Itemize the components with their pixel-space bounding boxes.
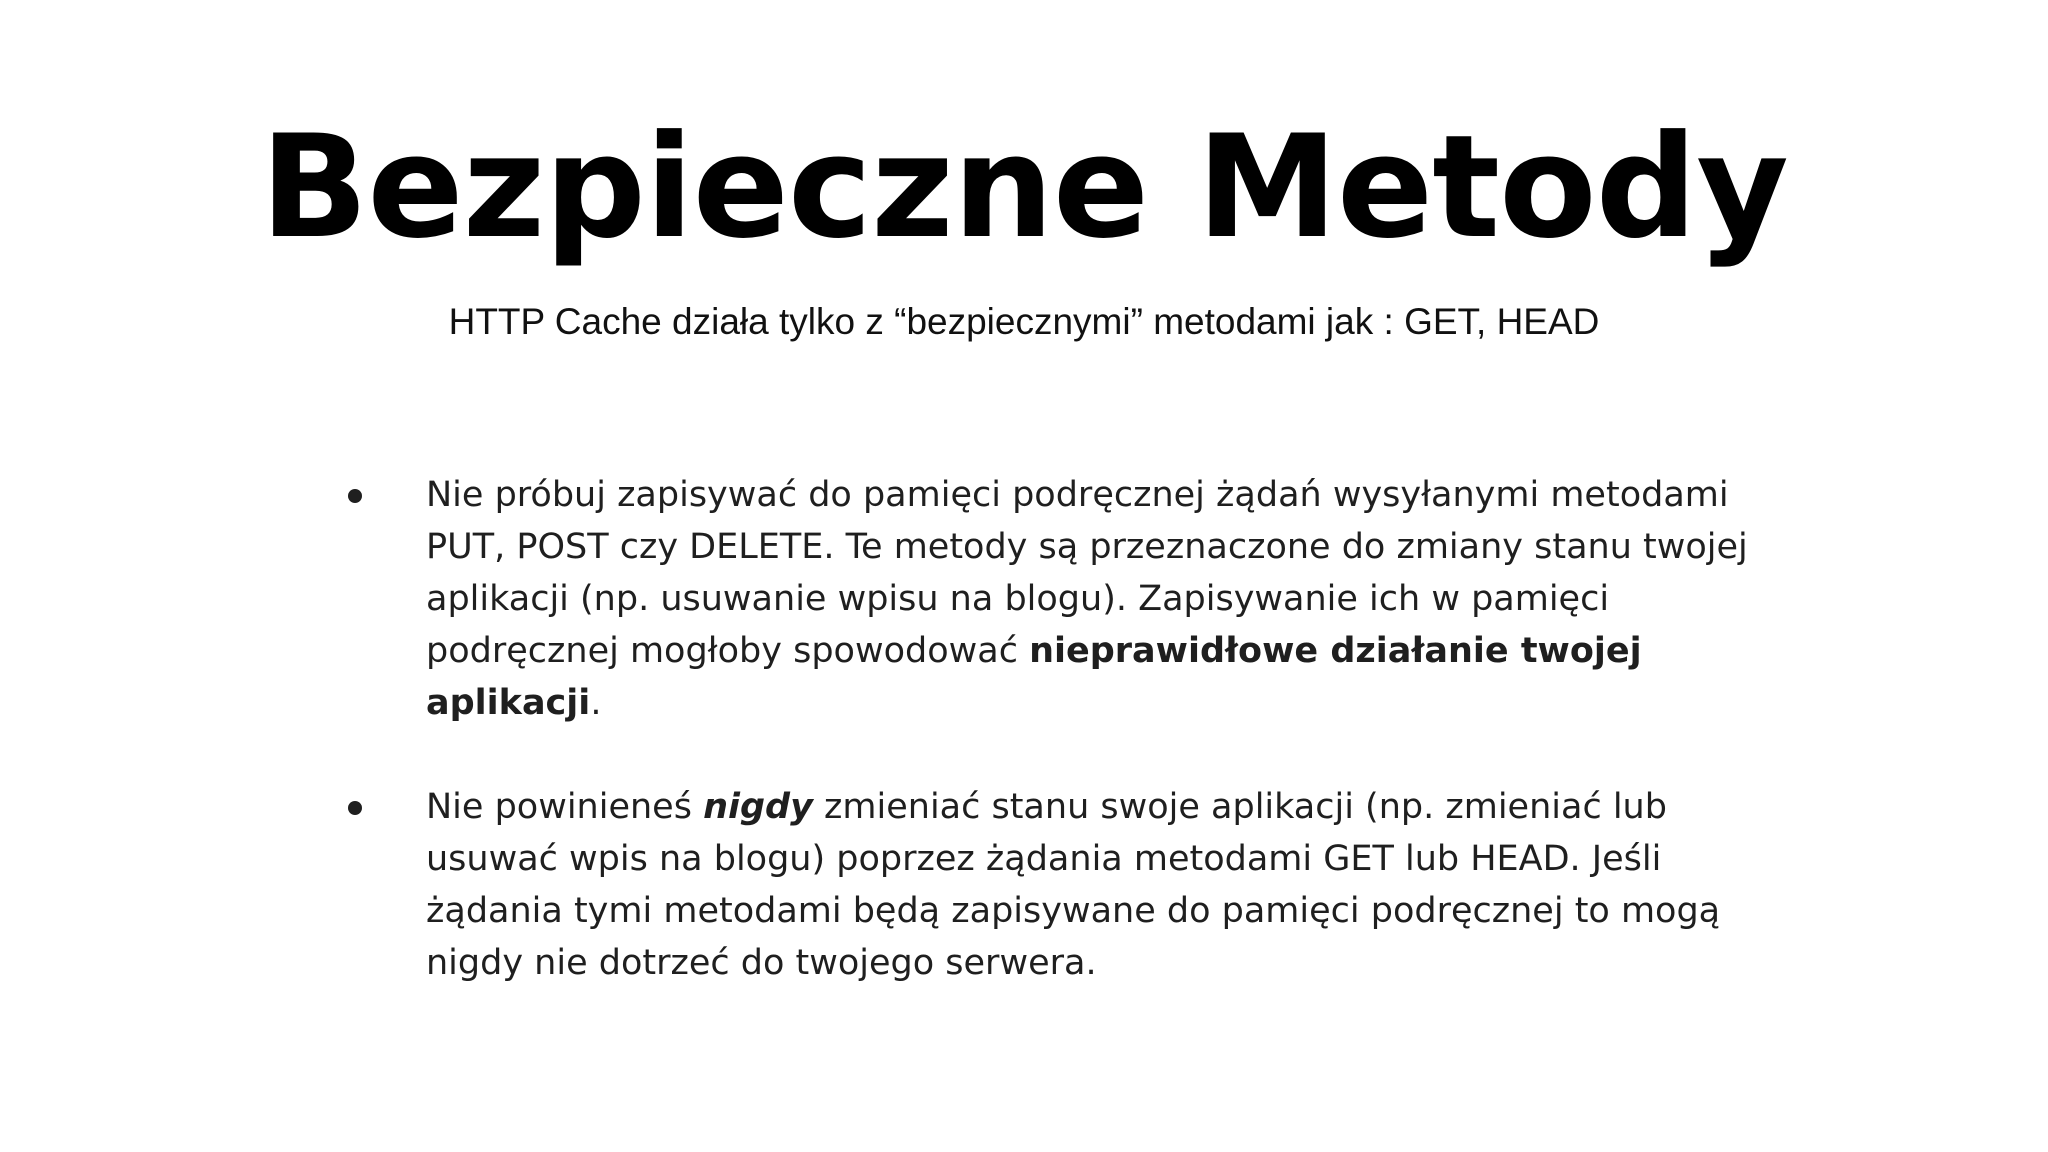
slide-title: Bezpieczne Metody	[260, 105, 1788, 270]
bullet-item-cache-unsafe-methods	[348, 469, 1908, 729]
bullet-text-line	[426, 625, 1908, 677]
bullet-text: zmieniać stanu swoje aplikacji (np. zmieniać lub	[812, 787, 1667, 827]
bullet-text: podręcznej mogłoby spowodować	[426, 631, 1030, 671]
bullet-text-line: aplikacji (np. usuwanie wpisu na blogu). Zapisywanie ich w pamięci	[426, 579, 1610, 619]
slide-subtitle: HTTP Cache działa tylko z “bezpiecznymi” metodami jak : GET, HEAD	[448, 301, 1600, 342]
bullet-bold-text: aplikacji	[426, 683, 591, 723]
bullet-text-line: nigdy nie dotrzeć do twojego serwera.	[426, 943, 1097, 983]
bullet-dot-icon	[348, 489, 362, 503]
bullet-text: Nie powinieneś	[426, 787, 704, 827]
bullet-text-line: usuwać wpis na blogu) poprzez żądania metodami GET lub HEAD. Jeśli	[426, 839, 1662, 879]
bullet-emphasis-text: nigdy	[703, 787, 813, 827]
bullet-list	[348, 469, 1908, 989]
bullet-text-line	[426, 781, 1908, 833]
bullet-text: .	[590, 683, 602, 723]
bullet-item-safe-methods-state	[348, 781, 1908, 989]
bullet-text-line	[426, 677, 1908, 729]
bullet-dot-icon	[348, 801, 362, 815]
bullet-text-line: Nie próbuj zapisywać do pamięci podręcznej żądań wysyłanymi metodami	[426, 475, 1729, 515]
bullet-bold-text: nieprawidłowe działanie twojej	[1029, 631, 1642, 671]
bullet-text-line: żądania tymi metodami będą zapisywane do pamięci podręcznej to mogą	[426, 891, 1721, 931]
bullet-text-line: PUT, POST czy DELETE. Te metody są przeznaczone do zmiany stanu twojej	[426, 527, 1748, 567]
